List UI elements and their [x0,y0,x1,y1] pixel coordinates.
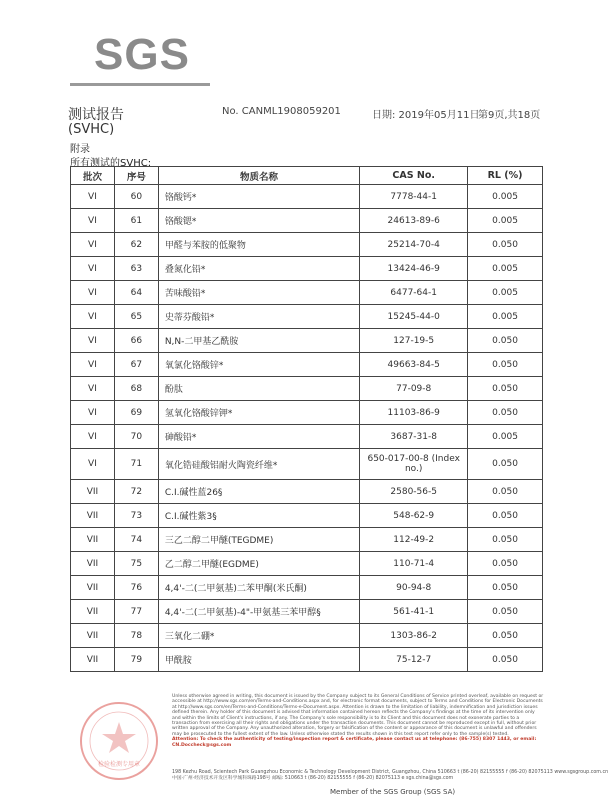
cell-substance: C.I.碱性紫3§ [158,504,360,528]
cell-rl: 0.050 [468,648,543,672]
cell-substance: 4,4'-二(二甲氨基)-4"-甲氨基三苯甲醇§ [158,600,360,624]
cell-no: 61 [114,209,158,233]
table-row [71,425,543,449]
cell-batch: VI [71,233,115,257]
table-row [71,504,543,528]
cell-cas: 127-19-5 [360,329,468,353]
page-indicator: 第9页,共18页 [478,110,541,121]
cell-batch: VI [71,257,115,281]
authenticity-notice[interactable]: Attention: To check the authenticity of testing/inspection report & certificate, please contact us at telephone: (86-755) 8307 1443, or email: CN.Doccheck@sgs.com [172,737,537,748]
cell-batch: VI [71,449,115,480]
table-row [71,480,543,504]
cell-substance: 甲醛与苯胺的低聚物 [158,233,360,257]
appendix-heading: 附录 [70,144,90,155]
cell-batch: VII [71,624,115,648]
cell-batch: VI [71,185,115,209]
cell-cas: 1303-86-2 [360,624,468,648]
cell-cas: 548-62-9 [360,504,468,528]
cell-no: 77 [114,600,158,624]
cell-substance: 氧氯化铬酸锌* [158,353,360,377]
cell-cas: 25214-70-4 [360,233,468,257]
cell-rl: 0.005 [468,209,543,233]
cell-no: 78 [114,624,158,648]
col-header-rl: RL (%) [468,167,543,185]
cell-no: 63 [114,257,158,281]
cell-batch: VI [71,329,115,353]
table-row [71,576,543,600]
cell-substance: 三氧化二硼* [158,624,360,648]
cell-cas: 3687-31-8 [360,425,468,449]
cell-no: 74 [114,528,158,552]
cell-substance: 三乙二醇二甲醚(TEGDME) [158,528,360,552]
cell-substance: N,N-二甲基乙酰胺 [158,329,360,353]
table-row [71,353,543,377]
cell-cas: 6477-64-1 [360,281,468,305]
cell-batch: VII [71,648,115,672]
cell-batch: VII [71,480,115,504]
contact-block [172,770,609,782]
col-header-no: 序号 [114,167,158,185]
cell-substance: 砷酸铅* [158,425,360,449]
cell-no: 66 [114,329,158,353]
table-row [71,281,543,305]
table-row [71,329,543,353]
cell-cas: 49663-84-5 [360,353,468,377]
cell-no: 64 [114,281,158,305]
cell-batch: VII [71,576,115,600]
cell-batch: VI [71,305,115,329]
cell-batch: VII [71,600,115,624]
table-row [71,185,543,209]
cell-rl: 0.050 [468,552,543,576]
report-subtitle: (SVHC) [68,122,115,137]
disclaimer-text: Unless otherwise agreed in writing, this document is issued by the Company subject to its General Conditions of Service printed overleaf, available on request or accessible at http://www.sgs.com/en/Terms-and-Conditions.aspx and, for electronic format documents, subject to Terms and Conditions for Electronic Documents at http://www.sgs.com/en/Terms-and-Conditions/Terms-e-Document.aspx. Attention is drawn to the limitation of liability, indemnification and jurisdiction issues defined therein. Any holder of this document is advised that information contained hereon reflects the Company's findings at the time of its intervention only and within the limits of Client's instructions, if any. The Company's sole responsibility is to its Client and this document does not exonerate parties to a transaction from exercising all their rights and obligations under the transaction documents. This document cannot be reproduced except in full, without prior written approval of the Company. Any unauthorized alteration, forgery or falsification of the content or appearance of this document is unlawful and offenders may be prosecuted to the fullest extent of the law. Unless otherwise stated the results shown in this test report refer only to the sample(s) tested. [172,694,544,737]
svhc-table [70,166,543,672]
cell-batch: VI [71,377,115,401]
cell-cas: 650-017-00-8 (Index no.) [360,449,468,480]
table-row [71,449,543,480]
col-header-batch: 批次 [71,167,115,185]
cell-substance: C.I.碱性蓝26§ [158,480,360,504]
col-header-cas: CAS No. [360,167,468,185]
cell-substance: 铬酸钙* [158,185,360,209]
table-header-row [71,167,543,185]
cell-cas: 75-12-7 [360,648,468,672]
cell-rl: 0.050 [468,449,543,480]
table-row [71,624,543,648]
cell-rl: 0.050 [468,600,543,624]
cell-substance: 史蒂芬酸铅* [158,305,360,329]
sgs-logo-underline [70,83,210,86]
cell-no: 79 [114,648,158,672]
cell-cas: 15245-44-0 [360,305,468,329]
cell-no: 65 [114,305,158,329]
cell-rl: 0.050 [468,401,543,425]
cell-no: 73 [114,504,158,528]
cell-cas: 561-41-1 [360,600,468,624]
cell-batch: VII [71,552,115,576]
cell-rl: 0.050 [468,504,543,528]
cell-rl: 0.050 [468,377,543,401]
cell-substance: 氢氧化铬酸锌钾* [158,401,360,425]
cell-cas: 77-09-8 [360,377,468,401]
cell-rl: 0.050 [468,480,543,504]
report-title: 测试报告 [68,107,124,123]
cell-substance: 氧化锆硅酸铝耐火陶瓷纤维* [158,449,360,480]
cell-batch: VII [71,504,115,528]
cell-rl: 0.005 [468,425,543,449]
cell-no: 71 [114,449,158,480]
cell-cas: 7778-44-1 [360,185,468,209]
cell-batch: VII [71,528,115,552]
cell-no: 70 [114,425,158,449]
table-row [71,377,543,401]
cell-batch: VI [71,401,115,425]
cell-cas: 112-49-2 [360,528,468,552]
cell-cas: 13424-46-9 [360,257,468,281]
cell-rl: 0.050 [468,576,543,600]
address-chinese: 中国·广州·经济技术开发区科学城科珠路198号 邮编: 510663 t (86-20) 82155555 f (86-20) 82075113 e sgs.china@sgs.com [172,775,454,781]
cell-batch: VI [71,425,115,449]
cell-substance: 乙二醇二甲醚(EGDME) [158,552,360,576]
sgs-member-line: Member of the SGS Group (SGS SA) [330,788,456,796]
address-english: 198 Kezhu Road, Scientech Park Guangzhou Economic & Technology Development District, Guangzhou, China 510663 t (86-20) 82155555 f (86-20) 82075113 www.sgsgroup.com.cn [172,770,609,775]
cell-rl: 0.050 [468,353,543,377]
cell-cas: 110-71-4 [360,552,468,576]
sgs-logo [70,28,210,90]
cell-substance: 叠氮化铅* [158,257,360,281]
table-row [71,209,543,233]
cell-no: 69 [114,401,158,425]
cell-no: 62 [114,233,158,257]
cell-cas: 24613-89-6 [360,209,468,233]
cell-batch: VI [71,281,115,305]
cell-rl: 0.050 [468,233,543,257]
report-number: No. CANML1908059201 [222,106,341,117]
report-date: 日期: 2019年05月11日 [372,110,480,121]
col-header-substance: 物质名称 [158,167,360,185]
cell-substance: 酚肽 [158,377,360,401]
cell-rl: 0.005 [468,185,543,209]
cell-substance: 4,4'-二(二甲氨基)二苯甲酮(米氏酮) [158,576,360,600]
legal-disclaimer [172,694,544,748]
table-row [71,401,543,425]
svhc-list-label: 所有测试的SVHC: [70,158,152,169]
cell-cas: 2580-56-5 [360,480,468,504]
cell-no: 67 [114,353,158,377]
inspection-seal [78,700,160,782]
cell-substance: 铬酸锶* [158,209,360,233]
cell-rl: 0.050 [468,624,543,648]
cell-no: 68 [114,377,158,401]
table-row [71,552,543,576]
cell-batch: VI [71,353,115,377]
table-row [71,528,543,552]
cell-substance: 苦味酸铅* [158,281,360,305]
table-row [71,305,543,329]
cell-no: 75 [114,552,158,576]
cell-no: 76 [114,576,158,600]
cell-batch: VI [71,209,115,233]
cell-rl: 0.005 [468,281,543,305]
table-row [71,257,543,281]
cell-cas: 90-94-8 [360,576,468,600]
sgs-logo-text: SGS [94,30,190,79]
cell-no: 72 [114,480,158,504]
table-row [71,648,543,672]
table-row [71,600,543,624]
cell-rl: 0.005 [468,257,543,281]
cell-no: 60 [114,185,158,209]
cell-rl: 0.050 [468,329,543,353]
cell-substance: 甲酰胺 [158,648,360,672]
cell-rl: 0.005 [468,305,543,329]
cell-cas: 11103-86-9 [360,401,468,425]
cell-rl: 0.050 [468,528,543,552]
seal-center-text: 检验检测专用章 [97,761,141,768]
table-row [71,233,543,257]
